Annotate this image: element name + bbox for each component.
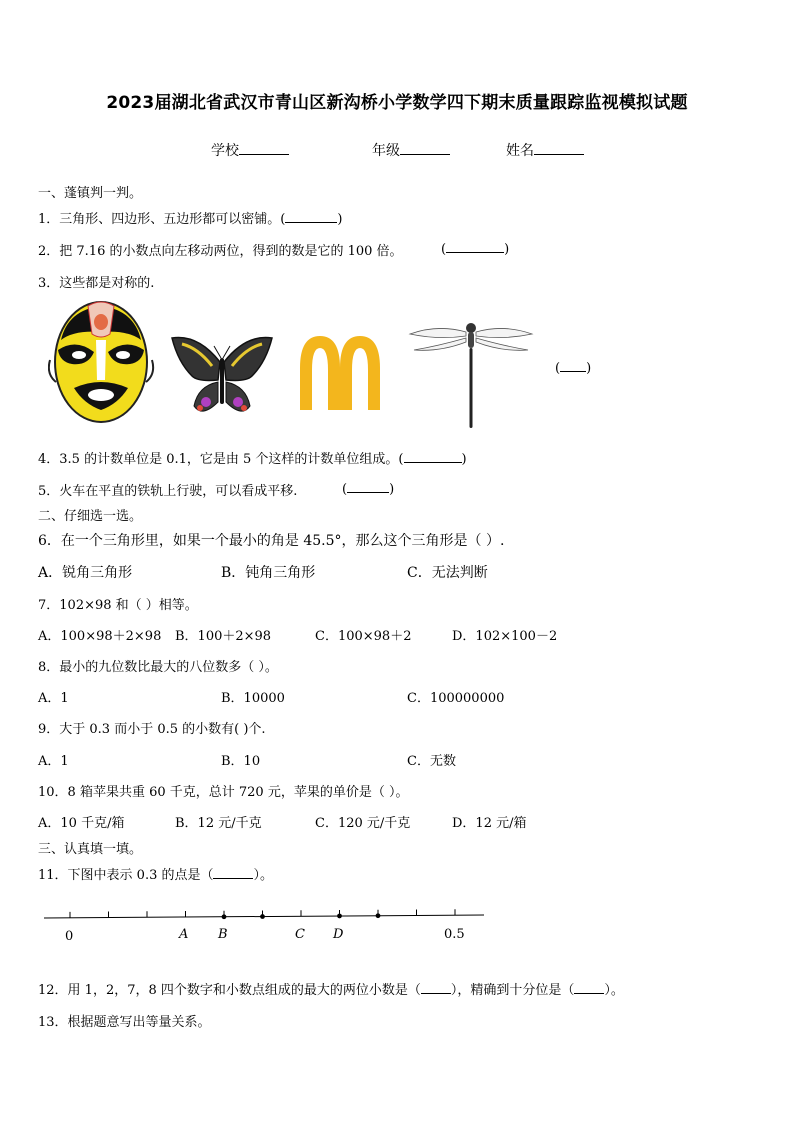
q10-option-c[interactable]: C．120 元/千克 xyxy=(315,816,411,831)
section-heading-2: 二、仔细选一选。 xyxy=(38,509,143,524)
q6-option-c[interactable]: C．无法判断 xyxy=(407,565,488,581)
answer-blank-12a[interactable] xyxy=(421,981,451,994)
q8-option-a[interactable]: A．1 xyxy=(38,691,69,706)
number-line-point-dot xyxy=(337,914,342,919)
q6-option-a[interactable]: A．锐角三角形 xyxy=(38,565,133,581)
number-line-point-a: A xyxy=(179,927,189,942)
q7-option-a[interactable]: A．100×98＋2×98 xyxy=(38,629,162,644)
question-4: 4．3.5 的计数单位是 0.1，它是由 5 个这样的计数单位组成。( ) xyxy=(38,452,467,467)
q7-option-b[interactable]: B．100＋2×98 xyxy=(175,629,272,644)
question-1: 1．三角形、四边形、五边形都可以密铺。( ) xyxy=(38,212,343,227)
answer-blank-3[interactable] xyxy=(560,359,586,372)
number-line-point-dot xyxy=(376,913,381,918)
question-7: 7．102×98 和（ ）相等。 xyxy=(38,598,198,613)
opera-mask-image xyxy=(48,300,158,428)
answer-blank-5[interactable] xyxy=(347,480,389,493)
grade-field: 年级 xyxy=(372,140,450,160)
number-line-point-b: B xyxy=(218,927,228,942)
question-8: 8．最小的九位数比最大的八位数多（ ）。 xyxy=(38,660,278,675)
name-blank[interactable] xyxy=(534,142,584,155)
answer-blank-4[interactable] xyxy=(404,450,462,463)
mcdonalds-logo-image xyxy=(296,334,384,410)
q9-option-b[interactable]: B．10 xyxy=(221,754,261,769)
school-field: 学校 xyxy=(211,140,289,160)
question-13: 13．根据题意写出等量关系。 xyxy=(38,1015,211,1030)
answer-blank-2[interactable] xyxy=(446,240,504,253)
question-3-answer: ( ) xyxy=(555,361,592,376)
q7-option-c[interactable]: C．100×98＋2 xyxy=(315,629,412,644)
number-line-point-dot xyxy=(260,914,265,919)
section-heading-3: 三、认真填一填。 xyxy=(38,842,143,857)
question-5: 5．火车在平直的铁轨上行驶，可以看成平移. xyxy=(38,484,298,499)
question-9: 9．大于 0.3 而小于 0.5 的小数有( )个. xyxy=(38,722,266,737)
butterfly-image xyxy=(168,332,276,424)
q10-option-a[interactable]: A．10 千克/箱 xyxy=(38,816,125,831)
q6-option-b[interactable]: B．钝角三角形 xyxy=(221,565,316,581)
number-line-label-end: 0.5 xyxy=(444,927,465,942)
q10-option-b[interactable]: B．12 元/千克 xyxy=(175,816,262,831)
number-line-point-dot xyxy=(222,914,227,919)
q9-option-c[interactable]: C．无数 xyxy=(407,754,456,769)
question-5-answer: ( ) xyxy=(342,482,395,497)
question-3: 3．这些都是对称的. xyxy=(38,276,155,291)
q8-option-b[interactable]: B．10000 xyxy=(221,691,285,706)
page-title: 2023届湖北省武汉市青山区新沟桥小学数学四下期末质量跟踪监视模拟试题 xyxy=(106,93,688,113)
question-11: 11．下图中表示 0.3 的点是（ ）。 xyxy=(38,868,273,883)
answer-blank-1[interactable] xyxy=(285,210,337,223)
number-line-point-c: C xyxy=(295,927,305,942)
q9-option-a[interactable]: A．1 xyxy=(38,754,69,769)
school-blank[interactable] xyxy=(239,142,289,155)
question-10: 10．8 箱苹果共重 60 千克，总计 720 元，苹果的单价是（ ）。 xyxy=(38,785,409,800)
number-line-point-d: D xyxy=(333,927,344,942)
question-12: 12．用 1，2，7，8 四个数字和小数点组成的最大的两位小数是（ ），精确到十分位是（ ）。 xyxy=(38,983,624,998)
grade-blank[interactable] xyxy=(400,142,450,155)
dragonfly-image xyxy=(408,316,534,430)
number-line xyxy=(40,905,490,955)
q10-option-d[interactable]: D．12 元/箱 xyxy=(452,816,527,831)
question-2-answer: ( ) xyxy=(441,242,510,257)
number-line-label-0: 0 xyxy=(65,929,74,944)
q7-option-d[interactable]: D．102×100－2 xyxy=(452,629,558,644)
question-2: 2．把 7.16 的小数点向左移动两位，得到的数是它的 100 倍。 xyxy=(38,244,403,259)
section-heading-1: 一、蓬镇判一判。 xyxy=(38,186,143,201)
answer-blank-11[interactable] xyxy=(213,866,253,879)
question-6: 6．在一个三角形里，如果一个最小的角是 45.5°，那么这个三角形是（ ）. xyxy=(38,533,505,549)
name-field: 姓名 xyxy=(506,140,584,160)
answer-blank-12b[interactable] xyxy=(574,981,604,994)
q8-option-c[interactable]: C．100000000 xyxy=(407,691,505,706)
